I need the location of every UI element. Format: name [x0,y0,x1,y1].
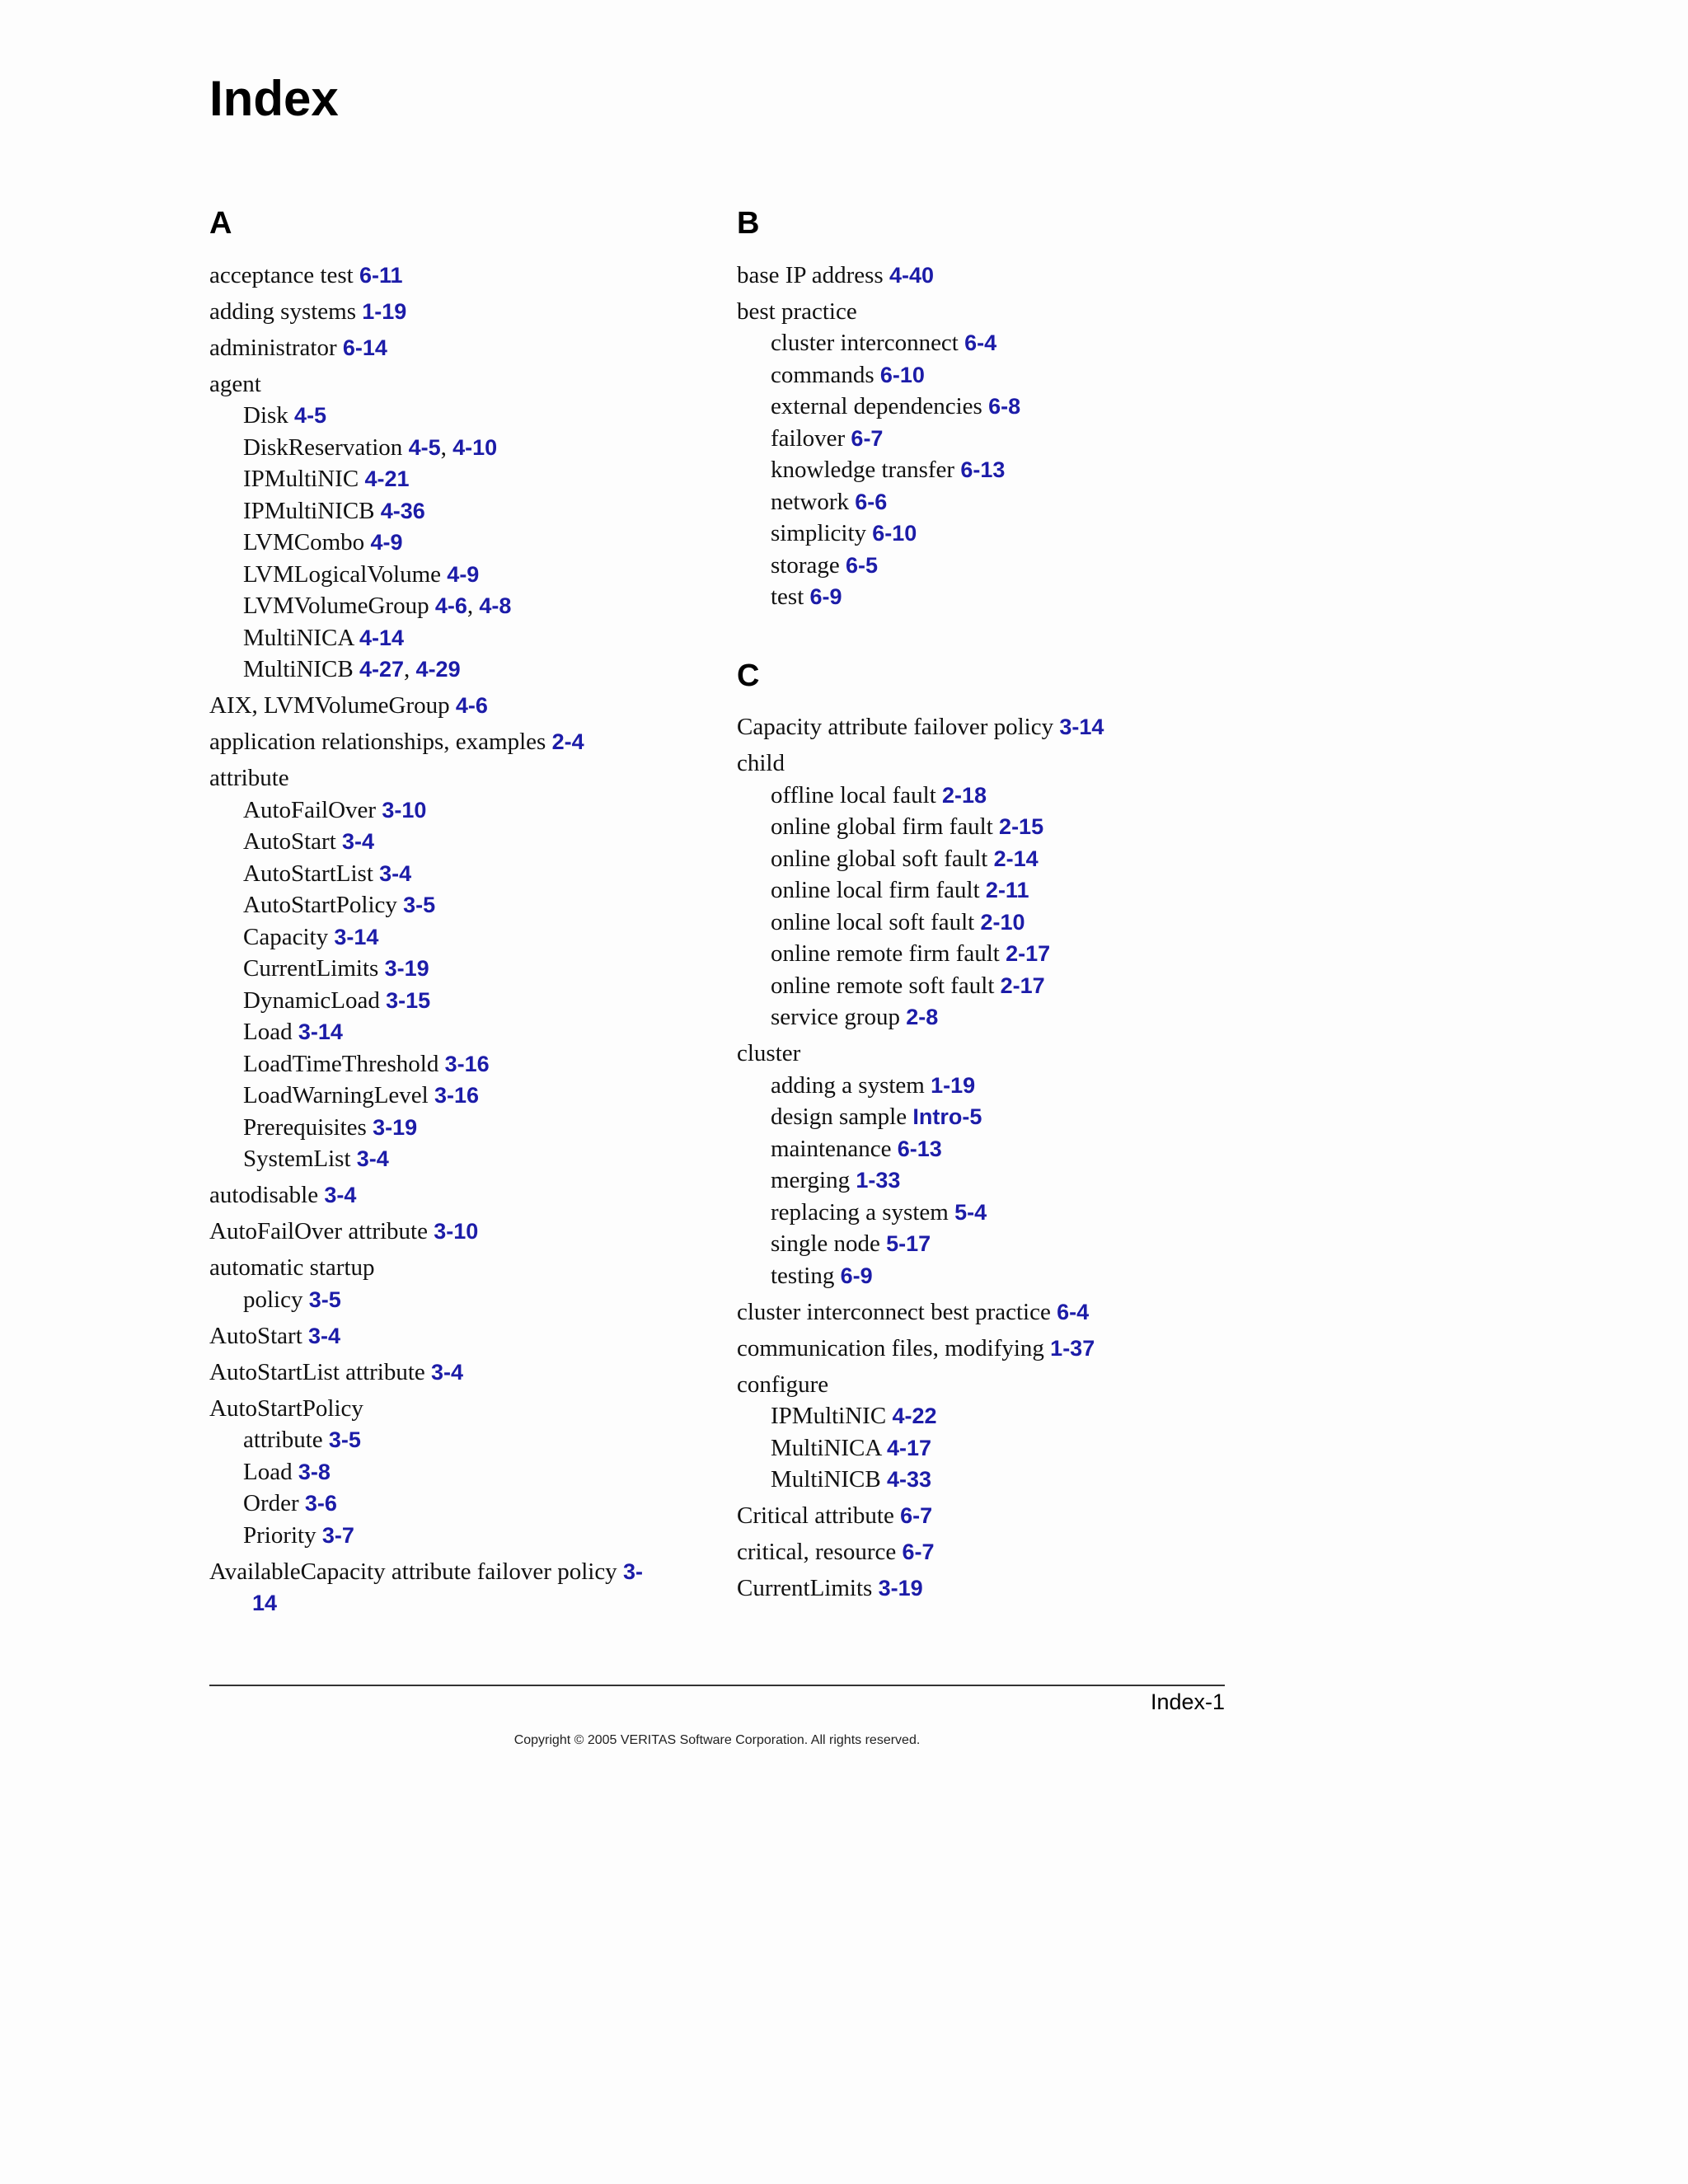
index-subentry [209,953,696,985]
index-entry-line [209,690,696,722]
index-subentry [737,1133,1248,1165]
page-ref-link[interactable]: 6-13 [897,1136,942,1161]
index-subentry [209,985,696,1017]
index-term: critical, resource [737,1539,897,1565]
page-ref-link[interactable]: 4-5 [408,434,441,460]
index-subentry [737,907,1248,939]
index-subentry [209,794,696,827]
index-entry [209,1393,696,1552]
index-subterm: DynamicLoad [243,987,380,1014]
index-subterm: offline local fault [771,781,936,808]
index-term: AutoFailOver attribute [209,1218,428,1244]
index-subentry [737,1070,1248,1102]
page-title: Index [209,71,339,126]
page-ref-link[interactable]: 3-16 [434,1083,480,1108]
index-subterm: online remote soft fault [771,972,995,999]
page-ref-link[interactable]: 3-16 [444,1051,490,1076]
index-subentry [209,463,696,495]
index-subentry [209,921,696,954]
page-ref-link[interactable]: 4-21 [364,466,410,491]
index-subterm: Load [243,1019,293,1045]
index-entry [209,726,696,758]
index-subterm: replacing a system [771,1198,949,1226]
index-term: agent [209,370,261,397]
index-subentry [737,454,1248,486]
index-subentry [737,1260,1248,1292]
page-ref-link[interactable]: 4-6 [434,593,467,618]
index-subentry [737,486,1248,518]
section-letter-heading: C [737,658,760,693]
page-ref-link[interactable]: 3-5 [403,893,436,917]
index-subterm: AutoStart [243,828,336,855]
page-ref-link[interactable]: 6-7 [851,425,884,451]
index-subterm: adding a system [771,1071,925,1099]
index-term: autodisable [209,1182,319,1208]
index-entry-line [737,1038,1248,1070]
index-subterm: Prerequisites [243,1113,367,1141]
index-entry [737,296,1248,613]
index-entry [209,1320,696,1352]
index-term: AutoStart [209,1322,302,1349]
index-subterm: Priority [243,1521,316,1549]
page-ref-link[interactable]: 1-33 [856,1168,901,1193]
page-ref-link[interactable]: 3-14 [1059,715,1104,739]
index-subterm: simplicity [771,520,866,546]
index-section-c [737,613,1248,1605]
index-subterm: Order [243,1490,299,1516]
index-subterm: MultiNICB [771,1466,881,1493]
index-subterm: network [771,488,850,515]
index-subentry: MultiNICB 4-27, 4-29 [243,656,461,682]
index-subentry [209,858,696,890]
page-ref-link[interactable]: 3-4 [379,860,412,886]
index-term: automatic startup [209,1254,375,1281]
copyright-notice: Copyright © 2005 VERITAS Software Corporation. All rights reserved. [513,1733,921,1747]
page-ref-link[interactable]: 6-10 [879,362,925,387]
page-ref-link[interactable]: 4-27 [359,657,405,682]
index-entry-line [209,1320,696,1352]
index-entry [209,332,696,364]
index-subterm: single node [771,1230,880,1257]
index-subterm: external dependencies [771,393,982,419]
index-subterm: LoadTimeThreshold [243,1050,439,1077]
index-term: base IP address [737,261,884,288]
page-ref-link[interactable]: 3-4 [308,1323,341,1348]
page-ref-link[interactable]: 6-13 [960,457,1006,482]
index-subterm: CurrentLimits [243,955,379,982]
index-term: AutoStartList attribute [209,1358,425,1385]
page-ref-link[interactable]: 3- 14 [252,1558,643,1615]
index-entry [209,1252,696,1315]
index-subentry [209,622,696,654]
page-ref-link[interactable]: 3-7 [321,1522,354,1548]
index-entry [209,368,696,686]
index-entry-line [737,1333,1248,1365]
index-entry [737,1296,1248,1329]
index-subterm: LVMLogicalVolume [243,560,442,588]
index-subterm: IPMultiNIC [243,466,359,492]
page-ref-link[interactable]: 6-8 [988,394,1021,419]
index-subentry [209,400,696,432]
index-term: cluster interconnect best practice [737,1298,1051,1325]
index-subterm: Disk [243,402,288,429]
section-spacer [737,613,1248,656]
index-subentry [737,1197,1248,1229]
index-subentry [737,359,1248,391]
page-ref-link[interactable]: 6-7 [900,1503,933,1528]
index-term: communication files, modifying [737,1334,1044,1361]
index-entry-line [209,1179,696,1212]
index-term: administrator [209,334,337,361]
page-ref-link[interactable]: 3-8 [298,1459,331,1484]
index-subentry [209,527,696,559]
index-entry-line [209,296,696,328]
index-subterm: online local firm fault [771,877,980,903]
page-ref-link[interactable]: 6-11 [359,262,403,288]
page-ref-link[interactable]: 2-14 [993,846,1039,871]
index-column-right [737,204,1248,1605]
index-subentry [737,1432,1248,1465]
index-section-a [209,204,696,1619]
index-entry-line [737,296,1248,328]
index-entry-line [737,1296,1248,1329]
page-ref-link[interactable]: 3-5 [308,1286,341,1312]
page-ref-link[interactable]: 6-14 [342,335,387,360]
index-entry [737,1038,1248,1291]
index-subterm: DiskReservation [243,434,403,461]
page-number: Index-1 [1150,1690,1225,1714]
page-ref-link[interactable]: 6-10 [872,521,917,546]
index-term: AutoStartPolicy [209,1394,363,1422]
index-subterm: merging [771,1167,851,1193]
index-entry [737,748,1248,1033]
page-ref-link[interactable]: 4-22 [892,1404,937,1428]
index-subentry [737,938,1248,970]
page-ref-link[interactable]: 6-6 [855,489,888,514]
page-ref-link[interactable]: 1-37 [1050,1335,1095,1361]
page-ref-link[interactable]: 2-17 [1006,941,1051,966]
index-entry [209,762,696,1175]
index-entry [737,1369,1248,1496]
index-subterm: commands [771,361,874,388]
index-subentry [209,1424,696,1456]
index-entry [209,690,696,722]
index-subentry: LVMVolumeGroup 4-6, 4-8 [243,593,512,619]
page-ref-link[interactable]: 3-4 [324,1183,357,1207]
index-term: CurrentLimits [737,1575,873,1601]
page-ref-link[interactable]: 3-19 [373,1114,418,1140]
page-ref-link[interactable]: 6-4 [964,330,997,355]
index-entry-line [737,1536,1248,1568]
page-ref-link[interactable]: 4-36 [380,498,425,523]
index-subterm: LVMCombo [243,529,365,555]
index-term: AIX, LVMVolumeGroup [209,692,450,719]
page-ref-link[interactable]: 2-4 [551,729,584,754]
index-term: attribute [209,765,289,791]
page-ref-link[interactable]: 3-4 [431,1359,464,1385]
index-entry-line [209,1216,696,1248]
index-entry-line [737,1572,1248,1605]
index-subentry [737,1228,1248,1260]
index-subterm: online global firm fault [771,813,993,840]
index-entry [209,1216,696,1248]
index-term: cluster [737,1040,801,1066]
page-ref-link[interactable]: 3-19 [878,1576,923,1601]
page-ref-link[interactable]: 3-14 [298,1019,343,1044]
page-ref-link[interactable]: 2-10 [980,909,1025,935]
page-ref-link[interactable]: 4-29 [415,657,461,682]
index-term: adding systems [209,298,357,325]
index-subterm: attribute [243,1427,323,1453]
index-subterm: AutoStartPolicy [243,892,397,918]
page-ref-link[interactable]: 2-18 [942,782,987,808]
index-entry [209,1179,696,1212]
index-subterm: test [771,583,804,610]
index-entry [737,711,1248,743]
page-ref-link[interactable]: 6-9 [840,1263,873,1288]
index-subterm: IPMultiNIC [771,1403,887,1429]
index-subentry [737,1165,1248,1197]
index-entry [209,260,696,292]
index-subentry [737,1001,1248,1033]
index-subterm: Capacity [243,923,329,950]
index-subentry [737,327,1248,359]
page-ref-link[interactable]: 6-7 [902,1540,935,1564]
index-subentry [737,518,1248,550]
page-ref-link[interactable]: 1-19 [362,298,407,324]
index-subentry [209,1456,696,1488]
index-subterm: online local soft fault [771,908,975,935]
index-subterm: online remote firm fault [771,940,1000,967]
index-subterm: MultiNICA [243,624,354,651]
page-ref-link[interactable]: 2-11 [985,878,1029,902]
index-subentry [209,1080,696,1112]
page-ref-link[interactable]: 3-15 [386,987,431,1013]
page-ref-link[interactable]: 3-10 [382,797,427,823]
index-subentry [737,811,1248,843]
index-subentry: DiskReservation 4-5, 4-10 [243,434,498,461]
index-entry-line [209,726,696,758]
index-term: AvailableCapacity attribute failover policy [209,1558,617,1585]
index-subterm: SystemList [243,1146,351,1172]
index-term: application relationships, examples [209,729,546,755]
index-subterm: testing [771,1262,835,1289]
page-ref-link[interactable]: 3-10 [434,1219,479,1244]
index-subterm: cluster interconnect [771,330,959,356]
page-ref-link[interactable]: 4-5 [294,403,327,428]
index-entry [209,1556,696,1619]
index-section-b [737,204,1248,613]
index-entry [737,1333,1248,1365]
index-subterm: LoadWarningLevel [243,1082,429,1108]
page-ref-link[interactable]: 4-6 [455,693,488,718]
index-subentry [737,874,1248,907]
page-ref-link[interactable]: 3-4 [342,829,375,854]
index-subentry [209,1016,696,1048]
page-ref-link[interactable]: 3-5 [328,1427,361,1452]
index-entry-line [209,260,696,292]
index-subentry [737,970,1248,1002]
index-entry-line [209,1393,696,1425]
page-ref-link[interactable]: 3-14 [334,924,379,949]
section-letter-heading: A [209,206,232,241]
page-ref-link[interactable]: 4-10 [452,434,498,460]
index-subentry [209,1520,696,1552]
index-subentry [209,889,696,921]
index-subterm: failover [771,424,846,452]
index-entry-line [737,1500,1248,1532]
index-term: Critical attribute [737,1502,894,1529]
index-term: configure [737,1371,829,1398]
index-subterm: AutoStartList [243,860,373,887]
page-ref-link[interactable]: 2-8 [906,1005,939,1029]
page-ref-link[interactable]: 6-9 [809,584,842,609]
index-subentry [209,1284,696,1316]
index-entry [737,1572,1248,1605]
index-subentry [737,780,1248,812]
index-term: Capacity attribute failover policy [737,714,1054,740]
section-letter-heading: B [737,206,760,241]
index-subterm: design sample [771,1104,907,1130]
index-subterm: service group [771,1004,901,1030]
index-entry-line [209,1357,696,1389]
page-ref-link[interactable]: 4-33 [887,1467,932,1492]
index-entry [737,1536,1248,1568]
index-entry-line [737,711,1248,743]
index-subterm: online global soft fault [771,845,988,872]
page-ref-link[interactable]: 4-40 [889,262,935,288]
footer-rule [209,1685,1225,1686]
index-entry [209,296,696,328]
index-entry [737,260,1248,292]
index-subentry [737,391,1248,423]
index-subentry [737,843,1248,875]
index-subterm: Load [243,1458,293,1485]
index-subentry [737,423,1248,455]
page-ref-link[interactable]: 4-9 [370,530,403,555]
page-ref-link[interactable]: 4-8 [479,593,512,618]
page-ref-link[interactable]: 1-19 [931,1072,976,1098]
page-ref-link[interactable]: 5-17 [886,1231,931,1256]
index-term: acceptance test [209,261,354,288]
index-column-left [209,204,696,1619]
index-subentry [209,495,696,527]
index-subterm: policy [243,1286,303,1313]
index-subterm: LVMVolumeGroup [243,593,429,619]
index-entry-line [209,762,696,794]
page-ref-link[interactable]: 5-4 [954,1199,987,1225]
index-entry-line [209,1252,696,1284]
page-ref-link[interactable]: 3-19 [384,956,429,981]
index-subentry [209,826,696,858]
index-subentry [209,1112,696,1144]
page-ref-link[interactable]: Intro-5 [912,1104,982,1129]
index-subentry [209,559,696,591]
index-subterm: knowledge transfer [771,457,955,483]
index-subterm: IPMultiNICB [243,497,375,524]
index-subterm: AutoFailOver [243,796,377,823]
index-entry [209,1357,696,1389]
index-subterm: MultiNICB [243,656,354,682]
page-ref-link[interactable]: 2-17 [1000,972,1045,998]
index-subentry [209,1143,696,1175]
index-subentry [209,1488,696,1520]
index-term: child [737,750,785,776]
index-subterm: maintenance [771,1135,892,1162]
page-ref-link[interactable]: 3-6 [304,1491,337,1516]
index-subentry [737,550,1248,582]
index-subentry [737,1464,1248,1496]
index-subentry [737,581,1248,613]
page-ref-link[interactable]: 4-9 [447,561,480,587]
index-entry-line [737,1369,1248,1401]
page-ref-link[interactable]: 4-14 [359,625,405,650]
page-ref-link[interactable]: 2-15 [999,814,1044,839]
page-ref-link[interactable]: 3-4 [356,1146,389,1171]
page-ref-link[interactable]: 4-17 [887,1435,932,1460]
index-subentry [209,1048,696,1080]
page-ref-link[interactable]: 6-5 [846,552,879,578]
index-entry-line [737,260,1248,292]
index-subterm: storage [771,551,840,579]
index-term: best practice [737,298,857,325]
index-entry [737,1500,1248,1532]
index-entry-line [209,368,696,401]
index-entry-line [737,748,1248,780]
index-entry-line [209,332,696,364]
index-subterm: MultiNICA [771,1434,881,1461]
index-subentry [737,1400,1248,1432]
index-subentry [737,1101,1248,1133]
page-ref-link[interactable]: 6-4 [1057,1299,1090,1324]
index-entry-line [209,1556,696,1619]
